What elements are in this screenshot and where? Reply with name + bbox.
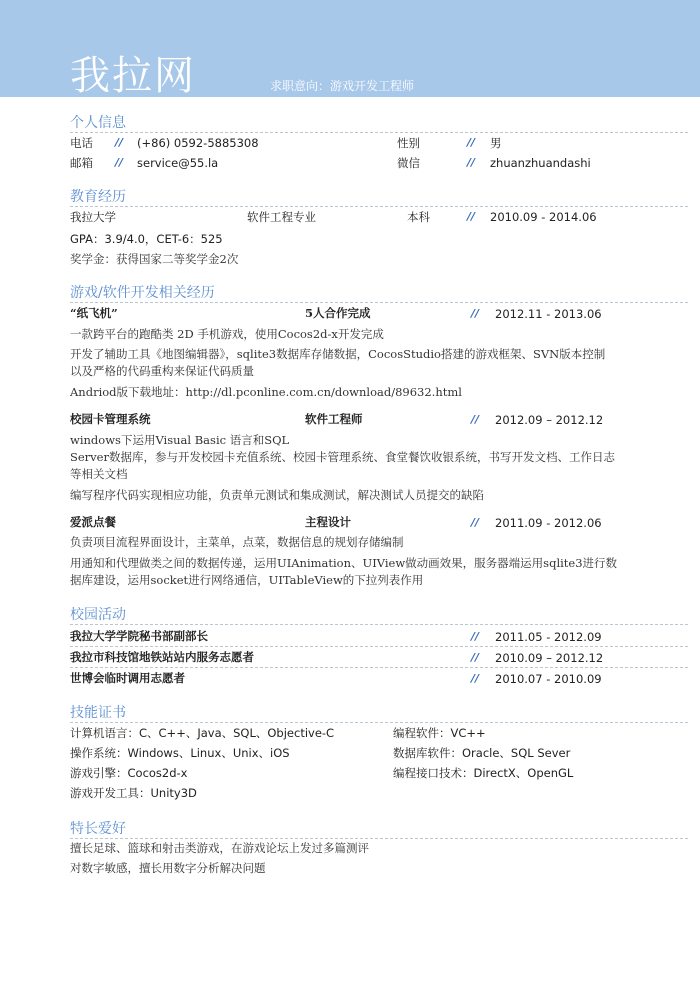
education-period: 2010.09 - 2014.06 <box>490 210 597 224</box>
skill-item: 数据库软件：Oracle、SQL Sever <box>393 746 571 760</box>
hobby-item: 擅长足球、篮球和射击类游戏，在游戏论坛上发过多篇测评 <box>70 841 369 855</box>
row-divider <box>70 646 688 647</box>
section-title-experience: 游戏/软件开发相关经历 <box>70 285 215 301</box>
project-name: “纸飞机” <box>70 306 118 320</box>
separator: // <box>471 516 480 529</box>
section-title-campus: 校园活动 <box>70 607 126 623</box>
campus-activity-period: 2010.07 - 2010.09 <box>495 672 602 686</box>
project-description: 据库建设，运用socket进行网络通信，UITableView的下拉列表作用 <box>70 573 424 587</box>
wechat-value: zhuanzhuandashi <box>490 156 591 170</box>
skill-item: 操作系统：Windows、Linux、Unix、iOS <box>70 746 290 760</box>
project-description: 以及严格的代码重构来保证代码质量 <box>70 364 254 378</box>
section-divider <box>70 132 688 133</box>
project-name: 校园卡管理系统 <box>70 412 151 426</box>
gender-label: 性别 <box>397 136 420 150</box>
separator: // <box>115 136 124 149</box>
separator: // <box>471 307 480 320</box>
degree: 本科 <box>407 210 430 224</box>
candidate-name: 我拉网 <box>70 53 196 99</box>
project-description: 等相关文档 <box>70 467 128 481</box>
separator: // <box>471 651 480 664</box>
project-period: 2011.09 - 2012.06 <box>495 516 602 530</box>
project-description: 编写程序代码实现相应功能，负责单元测试和集成测试，解决测试人员提交的缺陷 <box>70 488 484 502</box>
campus-activity: 我拉市科技馆地铁站站内服务志愿者 <box>70 650 254 664</box>
project-period: 2012.11 - 2013.06 <box>495 307 602 321</box>
section-divider <box>70 624 688 625</box>
hobby-item: 对数字敏感，擅长用数字分析解决问题 <box>70 861 266 875</box>
separator: // <box>467 210 476 223</box>
gpa: GPA：3.9/4.0，CET-6：525 <box>70 232 223 246</box>
separator: // <box>471 413 480 426</box>
project-role: 软件工程师 <box>305 412 363 426</box>
section-divider <box>70 302 688 303</box>
phone-label: 电话 <box>70 136 93 150</box>
campus-activity: 世博会临时调用志愿者 <box>70 671 185 685</box>
skill-item: 游戏开发工具：Unity3D <box>70 786 197 800</box>
project-description: Andriod版下载地址：http://dl.pconline.com.cn/download/89632.html <box>70 385 462 399</box>
project-role: 主程设计 <box>305 515 351 529</box>
job-intent: 求职意向：游戏开发工程师 <box>270 79 415 93</box>
section-title-hobbies: 特长爱好 <box>70 821 126 837</box>
major: 软件工程专业 <box>247 210 316 224</box>
project-description: Server数据库，参与开发校园卡充值系统、校园卡管理系统、食堂餐饮收银系统，书写开发文档、工作日志 <box>70 450 615 464</box>
project-description: 开发了辅助工具《地图编辑器》，sqlite3数据库存储数据，CocosStudio搭建的游戏框架、SVN版本控制 <box>70 347 606 361</box>
project-period: 2012.09 – 2012.12 <box>495 413 604 427</box>
separator: // <box>471 630 480 643</box>
campus-activity-period: 2010.09 – 2012.12 <box>495 651 604 665</box>
phone-value: (+86) 0592-5885308 <box>137 136 259 150</box>
section-title-education: 教育经历 <box>70 189 126 205</box>
section-divider <box>70 206 688 207</box>
separator: // <box>467 136 476 149</box>
row-divider <box>70 667 688 668</box>
section-divider <box>70 838 688 839</box>
project-description: windows下运用Visual Basic 语言和SQL <box>70 433 290 447</box>
email-label: 邮箱 <box>70 156 93 170</box>
skill-item: 编程接口技术：DirectX、OpenGL <box>393 766 574 780</box>
section-title-personal: 个人信息 <box>70 115 126 131</box>
email-value: service@55.la <box>137 156 219 170</box>
school-name: 我拉大学 <box>70 210 116 224</box>
wechat-label: 微信 <box>397 156 420 170</box>
gender-value: 男 <box>490 136 502 150</box>
project-description: 负责项目流程界面设计，主菜单，点菜，数据信息的规划存储编制 <box>70 535 404 549</box>
separator: // <box>471 672 480 685</box>
skill-item: 计算机语言：C、C++、Java、SQL、Objective-C <box>70 726 335 740</box>
project-name: 爱派点餐 <box>70 515 116 529</box>
project-role: 5人合作完成 <box>305 306 371 320</box>
campus-activity-period: 2011.05 - 2012.09 <box>495 630 602 644</box>
project-description: 一款跨平台的跑酷类 2D 手机游戏，使用Cocos2d-x开发完成 <box>70 327 384 341</box>
scholarship: 奖学金：获得国家二等奖学金2次 <box>70 252 239 266</box>
skill-item: 游戏引擎：Cocos2d-x <box>70 766 188 780</box>
campus-activity: 我拉大学学院秘书部副部长 <box>70 629 208 643</box>
separator: // <box>467 156 476 169</box>
section-title-skills: 技能证书 <box>70 705 126 721</box>
section-divider <box>70 722 688 723</box>
separator: // <box>115 156 124 169</box>
project-description: 用通知和代理做类之间的数据传递，运用UIAnimation、UIView做动画效果，服务器端运用sqlite3进行数 <box>70 556 618 570</box>
skill-item: 编程软件：VC++ <box>393 726 486 740</box>
